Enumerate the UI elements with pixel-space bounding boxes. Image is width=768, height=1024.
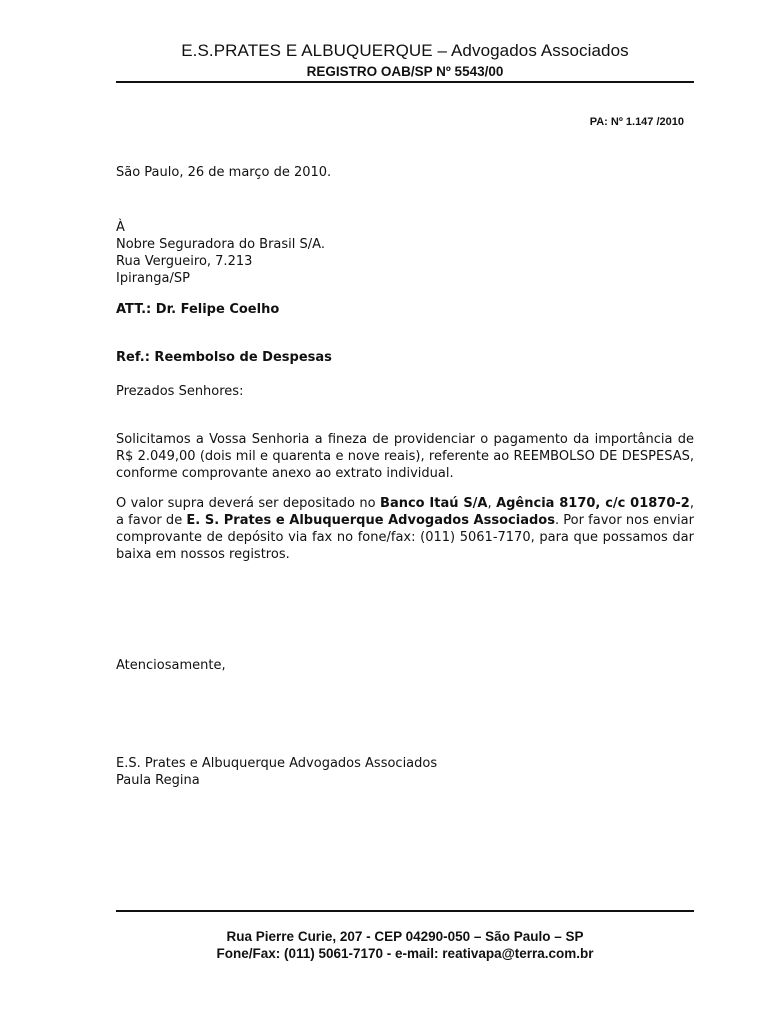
closing: Atenciosamente, bbox=[116, 658, 226, 673]
signature-firm: E.S. Prates e Albuquerque Advogados Associados bbox=[116, 756, 438, 771]
signature-block bbox=[116, 755, 437, 789]
payee-name: E. S. Prates e Albuquerque Advogados Associados bbox=[186, 513, 555, 528]
registration-number: REGISTRO OAB/SP Nº 5543/00 bbox=[306, 64, 504, 79]
pa-number: PA: Nº 1.147 /2010 bbox=[589, 116, 684, 128]
deposit-text-2: , bbox=[487, 496, 497, 511]
attention-line: ATT.: Dr. Felipe Coelho bbox=[116, 302, 280, 317]
paragraph-deposit-instructions bbox=[116, 495, 694, 563]
recipient-city: Ipiranga/SP bbox=[116, 271, 190, 286]
bank-name: Banco Itaú S/A bbox=[380, 496, 488, 511]
recipient-street: Rua Vergueiro, 7.213 bbox=[116, 254, 253, 269]
reference-line: Ref.: Reembolso de Despesas bbox=[116, 350, 332, 365]
recipient-salutation: À bbox=[116, 220, 125, 235]
firm-name-heading: E.S.PRATES E ALBUQUERQUE – Advogados Associados bbox=[181, 41, 629, 60]
greeting: Prezados Senhores: bbox=[116, 384, 244, 399]
bank-account: Agência 8170, c/c 01870-2 bbox=[496, 496, 690, 511]
footer-address: Rua Pierre Curie, 207 - CEP 04290-050 – São Paulo – SP bbox=[226, 929, 584, 944]
deposit-text-3: , a favor de bbox=[116, 496, 694, 528]
footer-contact: Fone/Fax: (011) 5061-7170 - e-mail: reativapa@terra.com.br bbox=[216, 946, 594, 961]
recipient-block bbox=[116, 219, 325, 287]
deposit-text-4: . Por favor nos enviar comprovante de depósito via fax no fone/fax: (011) 5061-7170, para que possamos dar baixa em nossos registros. bbox=[116, 513, 694, 562]
signature-name: Paula Regina bbox=[116, 773, 200, 788]
footer-divider bbox=[116, 910, 694, 912]
recipient-company: Nobre Seguradora do Brasil S/A. bbox=[116, 237, 325, 252]
date-line: São Paulo, 26 de março de 2010. bbox=[116, 165, 332, 180]
deposit-text-1: O valor supra deverá ser depositado no bbox=[116, 496, 381, 511]
header-divider bbox=[116, 81, 694, 83]
paragraph-payment-request: Solicitamos a Vossa Senhoria a fineza de providenciar o pagamento da importância de R$ 2.049,00 (dois mil e quarenta e nove reais), referente ao REEMBOLSO DE DESPESAS, conforme comprovante anexo ao extrato individual. bbox=[116, 432, 694, 481]
